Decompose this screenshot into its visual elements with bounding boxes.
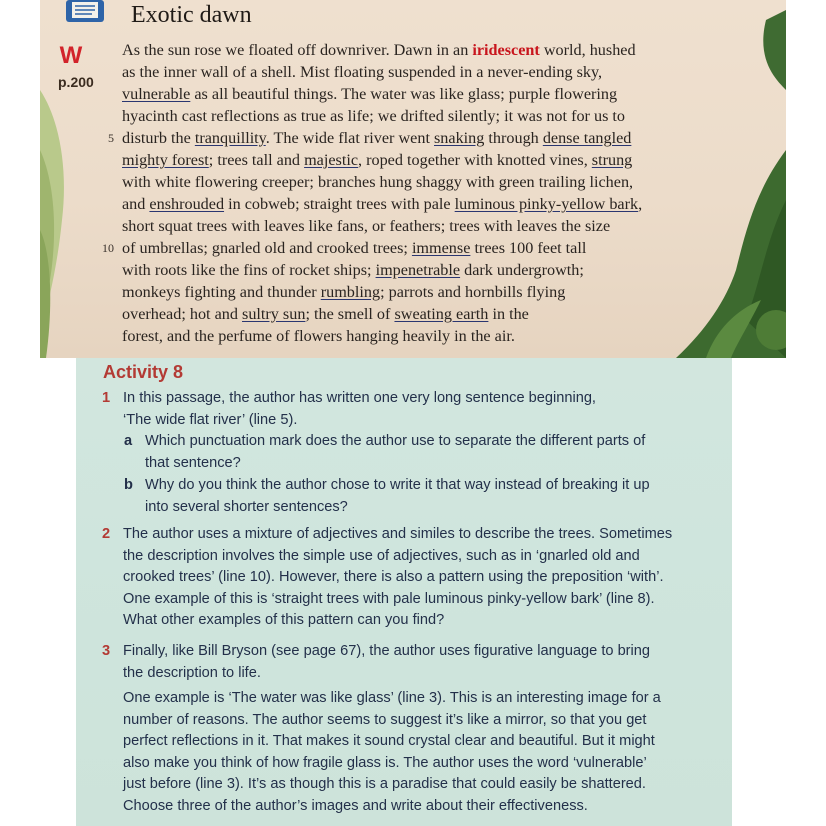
passage-text: as the inner wall of a shell. Mist floating suspended in a never-ending sky, <box>122 63 603 81</box>
passage-line <box>122 281 732 303</box>
question-3-paragraph <box>123 688 661 817</box>
passage-text: as all beautiful things. The water was like glass; purple flowering <box>190 85 618 103</box>
passage-line <box>122 303 732 325</box>
underlined-phrase: immense <box>411 239 471 257</box>
underlined-phrase: tranquillity <box>194 129 266 147</box>
question-text-line: the description to life. <box>123 664 261 681</box>
question-text-line: One example is ‘The water was like glass’ (line 3). This is an interesting image for a <box>123 690 661 706</box>
passage-text: disturb the <box>122 129 195 147</box>
underlined-phrase: luminous pinky-yellow bark <box>454 195 639 213</box>
underlined-phrase: vulnerable <box>122 85 191 103</box>
margin-w-marker: W <box>59 42 83 69</box>
passage-text: of umbrellas; gnarled old and crooked trees; <box>122 239 412 257</box>
question-text-line: Finally, like Bill Bryson (see page 67), the author uses figurative language to bring <box>123 643 651 659</box>
book-icon <box>62 0 108 26</box>
underlined-phrase: sweating earth <box>394 305 489 323</box>
passage-text: forest, and the perfume of flowers hanging heavily in the air. <box>122 327 515 345</box>
subquestion-letter: a <box>124 433 133 449</box>
question-text-line: Why do you think the author chose to write it that way instead of breaking it up <box>145 477 650 493</box>
passage-text: with roots like the fins of rocket ships; <box>122 261 376 279</box>
activity-panel <box>76 358 732 826</box>
question-text-line: number of reasons. The author seems to suggest it’s like a mirror, so that you get <box>123 711 647 728</box>
passage-line <box>122 39 732 61</box>
question-text-line: What other examples of this pattern can you find? <box>123 612 445 628</box>
question-text-line: that sentence? <box>145 454 241 471</box>
passage-text: in the <box>488 305 529 323</box>
subquestion-letter: b <box>124 477 133 493</box>
underlined-phrase: rumbling <box>320 283 381 301</box>
line-number: 10 <box>102 241 114 255</box>
passage-text: ; the smell of <box>305 305 395 323</box>
passage-line <box>122 325 732 347</box>
underlined-phrase: majestic <box>304 151 359 169</box>
question-text-line: Choose three of the author’s images and write about their effectiveness. <box>123 797 588 814</box>
line-number: 5 <box>108 131 114 145</box>
story-passage <box>102 39 732 347</box>
underlined-phrase: impenetrable <box>375 261 461 279</box>
question-number: 2 <box>102 526 111 542</box>
underlined-phrase: strung <box>591 151 633 169</box>
passage-line <box>122 105 732 127</box>
highlighted-word: iridescent <box>472 41 540 59</box>
passage-line <box>122 193 732 215</box>
passage-text: trees 100 feet tall <box>470 239 587 257</box>
passage-line <box>122 61 732 83</box>
underlined-phrase: dense tangled <box>542 129 632 147</box>
question-text-line: into several shorter sentences? <box>145 498 348 515</box>
question-text-line: also make you think of how fragile glass is. The author uses the word ‘vulnerable’ <box>123 754 647 771</box>
passage-line <box>122 83 732 105</box>
passage-line <box>122 171 732 193</box>
underlined-phrase: enshrouded <box>149 195 225 213</box>
passage-line <box>122 215 732 237</box>
passage-text: world, hushed <box>539 41 636 59</box>
story-title: Exotic dawn <box>131 2 252 28</box>
passage-text: . The wide flat river went <box>265 129 434 147</box>
passage-text: monkeys fighting and thunder <box>122 283 321 301</box>
passage-text: As the sun rose we floated off downriver. Dawn in an <box>122 41 473 59</box>
passage-line <box>108 127 732 149</box>
question-text-line: crooked trees’ (line 10). However, there is also a pattern using the preposition ‘with’. <box>123 569 664 585</box>
question-number: 3 <box>102 643 111 659</box>
passage-text: overhead; hot and <box>122 305 243 323</box>
passage-text: , <box>638 195 643 213</box>
question-1a <box>124 431 646 474</box>
activity-title: Activity 8 <box>103 362 184 382</box>
question-text-line: Which punctuation mark does the author use to separate the different parts of <box>145 433 646 449</box>
passage-text: dark undergrowth; <box>460 261 584 279</box>
underlined-phrase: sultry sun <box>242 305 306 323</box>
underlined-phrase: mighty forest <box>122 151 209 169</box>
passage-text: through <box>484 129 543 147</box>
passage-line <box>102 237 732 259</box>
question-text-line: The author uses a mixture of adjectives and similes to describe the trees. Sometimes <box>123 526 673 542</box>
passage-line <box>122 259 732 281</box>
question-text-line: In this passage, the author has written one very long sentence beginning, <box>123 390 596 406</box>
passage-text: in cobweb; straight trees with pale <box>224 195 455 213</box>
margin-page-reference: p.200 <box>58 74 94 90</box>
passage-text: ; parrots and hornbills flying <box>380 283 566 301</box>
question-1 <box>102 388 596 431</box>
question-text-line: perfect reflections in it. That makes it sound crystal clear and beautiful. But it might <box>123 733 655 749</box>
question-number: 1 <box>102 390 111 406</box>
passage-text: , roped together with knotted vines, <box>358 151 592 169</box>
passage-text: short squat trees with leaves like fans, or feathers; trees with leaves the size <box>122 217 611 235</box>
question-1b <box>124 475 650 518</box>
passage-line <box>122 149 732 171</box>
passage-text: ; trees tall and <box>208 151 305 169</box>
question-2 <box>102 524 673 632</box>
question-text-line: the description involves the simple use of adjectives, such as in ‘gnarled old and <box>123 547 640 564</box>
story-page <box>40 0 786 358</box>
passage-text: with white flowering creeper; branches hung shaggy with green trailing lichen, <box>122 173 634 191</box>
question-text-line: ‘The wide flat river’ (line 5). <box>123 411 298 428</box>
passage-text: hyacinth cast reflections as true as life; we drifted silently; it was not for us to <box>122 107 626 125</box>
question-text-line: One example of this is ‘straight trees with pale luminous pinky-yellow bark’ (line 8). <box>123 590 655 607</box>
underlined-phrase: snaking <box>434 129 485 147</box>
question-3 <box>102 641 651 684</box>
question-text-line: just before (line 3). It’s as though this is a paradise that could easily be shattered. <box>123 776 646 792</box>
passage-text: and <box>122 195 150 213</box>
